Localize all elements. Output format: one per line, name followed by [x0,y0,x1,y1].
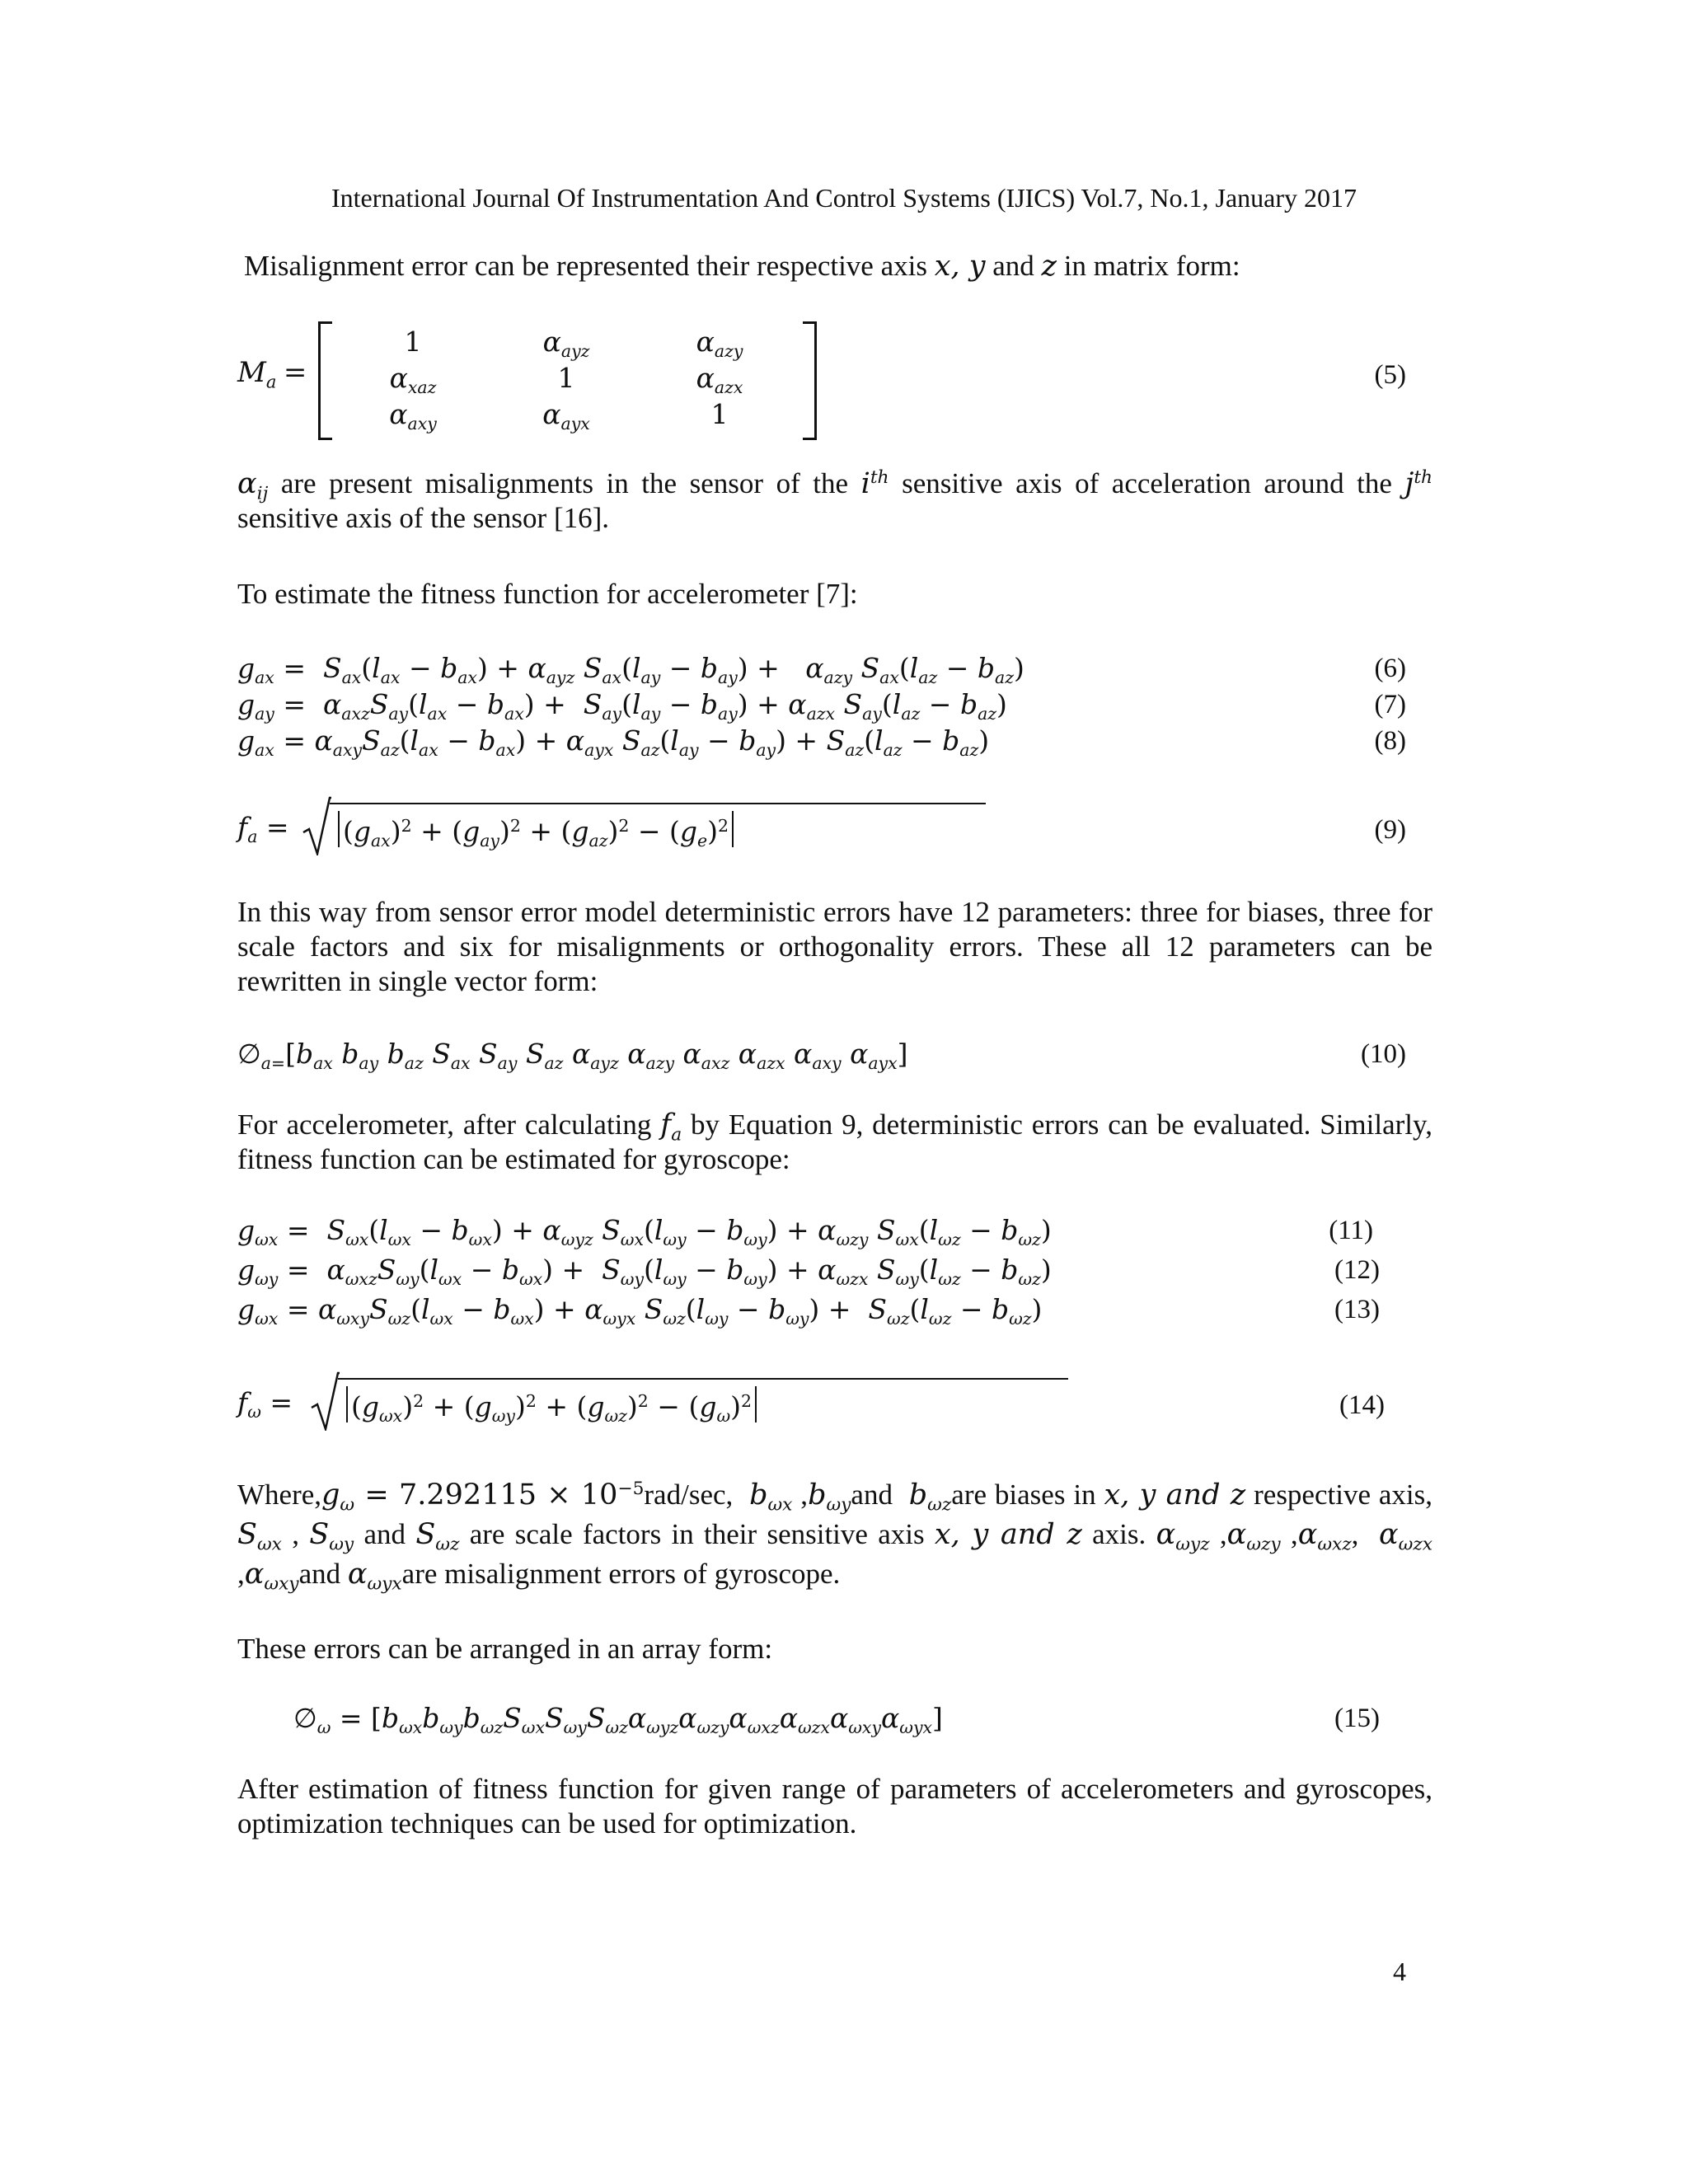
equation-number-9: (9) [1374,815,1406,845]
running-header: International Journal Of Instrumentation And Control Systems (IJICS) Vol.7, No.1, January 2017 [331,183,1357,213]
equation-number-15: (15) [1334,1704,1380,1733]
equation-8: $g_{ax} = \alpha_{axy}S_{az}(l_{ax} - b_{ax}) + \alpha_{ayx}$ $S_{az}(l_{ay} - b_{ay}) + S_{az}(l_{az} - b_{az})$ (8) [237,722,1391,760]
equation-number-13: (13) [1334,1295,1380,1324]
final-paragraph: After estimation of fitness function for given range of parameters of accelerometers and gyroscopes, optimization techniques can be used for optimization. [237,1773,1432,1840]
equation-number-8: (8) [1374,726,1406,756]
matrix-left-bracket [318,321,332,440]
equation-number-7: (7) [1374,690,1406,719]
equation-5-matrix: $M_a$ = 1 $\alpha_{ayz}$ $\alpha_{azy}$ $\alpha_{xaz}$ 1 $\alpha_{azx}$ $\alpha_{axy}$ $\alpha_{ayx}$ 1 (5) [237,316,1408,440]
parameters-paragraph: In this way from sensor error model deterministic errors have 12 parameters: three for biases, three for scale factors and six for misalignments or orthogonality errors. These all 12 parameters can be rewritten in single vector form: [237,896,1432,997]
equation-number-11: (11) [1329,1216,1373,1245]
equation-number-10: (10) [1361,1039,1406,1069]
equation-number-14: (14) [1339,1390,1385,1420]
equation-15: $\emptyset_\omega = [b_{\omega x}b_{\omega y}b_{\omega z}S_{\omega x}S_{\omega y}S_{\omega z}\alpha_{\omega yz}\alpha_{\omega zy}\alpha_{\omega xz}\alpha_{\omega zx}\alpha_{\omega xy}\alpha_{\omega yx}]$ (15) [293,1699,1447,1737]
equation-number-6: (6) [1374,654,1406,683]
where-paragraph: $Where,g_\omega = 7.292115 \times 10^{-5}rad/\sec$, $b_{\omega x}$ $,b_{\omega y}and$ $b_{\omega z}are$ biases in x, y and z respective axis, $S_{\omega x}$ , $S_{\omega y}$ and $S_{\omega z}$ are scale factors in their sensitive axis x, y and z axis. $\alpha_{\omega yz}$ $,\alpha_{\omega zy}$ $,\alpha_{\omega xz}$, $\alpha_{\omega zx}$ $,\alpha_{\omega xy}and$ $\alpha_{\omega yx}are$ misalignment errors of gyroscope. [237,1479,1433,1595]
equation-6: $g_{ax} = S_{ax}(l_{ax} - b_{ax}) + \alpha_{ayz}$ $S_{ax}(l_{ay} - b_{ay}) + \alpha_{azy}$ $S_{ax}(l_{az} - b_{az})$ (6) [237,649,1391,687]
equation-13: $g_{\omega x} = \alpha_{\omega xy}S_{\omega z}(l_{\omega x} - b_{\omega x}) + \alpha_{\omega yx}$ $S_{\omega z}(l_{\omega y} - b_{\omega y}) + S_{\omega z}(l_{\omega z} - b_{\omega z})$ (13) [237,1291,1391,1329]
equation-9: $f_a$ = $(g_{ax})^2 + (g_{ay})^2 + (g_{az})^2 - (g_e)^2$ (9) [237,796,1408,862]
array-intro-paragraph: These errors can be arranged in an array form: [237,1633,773,1665]
equation-10: $\emptyset_{a=}[b_{ax}$ $b_{ay}$ $b_{az}$ $S_{ax}$ $S_{ay}$ $S_{az}$ $\alpha_{ayz}$ $\alpha_{azy}$ $\alpha_{axz}$ $\alpha_{azx}$ $\alpha_{axy}$ $\alpha_{ayx}$] (10) [237,1035,1391,1073]
equation-11: $g_{\omega x} = S_{\omega x}(l_{\omega x} - b_{\omega x}) + \alpha_{\omega yz}$ $S_{\omega x}(l_{\omega y} - b_{\omega y}) + \alpha_{\omega zy}$ $S_{\omega x}(l_{\omega z} - b_{\omega z})$ (11) [237,1212,1391,1249]
radical-sign [302,796,331,855]
fitness-intro-paragraph: To estimate the fitness function for accelerometer [7]: [237,578,858,610]
equation-number-12: (12) [1334,1255,1380,1285]
intro-paragraph: Misalignment error can be represented their respective axis x, y and z in matrix form: [244,250,1240,283]
misalignment-paragraph: $\alpha_{ij}$ are present misalignments in the sensor of the $i^{th}$ sensitive axis of acceleration around the $j^{th}$ sensitive axis of the sensor [16]. [237,467,1432,534]
equation-number-5: (5) [1374,360,1406,390]
gyroscope-intro-paragraph: For accelerometer, after calculating $f_a$ by Equation 9, deterministic errors can be evaluated. Similarly, fitness function can be estimated for gyroscope: [237,1108,1432,1175]
radical-sign [310,1371,340,1431]
matrix-right-bracket [803,321,817,440]
page-number: 4 [1393,1957,1406,1986]
equation-12: $g_{\omega y} = \alpha_{\omega xz}S_{\omega y}(l_{\omega x} - b_{\omega x}) + S_{\omega y}(l_{\omega y} - b_{\omega y}) + \alpha_{\omega zx}$ $S_{\omega y}(l_{\omega z} - b_{\omega z})$ (12) [237,1251,1391,1289]
matrix-entries: 1 $\alpha_{ayz}$ $\alpha_{azy}$ $\alpha_{xaz}$ 1 $\alpha_{azx}$ $\alpha_{axy}$ $\alpha_{ayx}$ 1 [389,325,743,434]
equation-7: $g_{ay} = \alpha_{axz}S_{ay}(l_{ax} - b_{ax}) + S_{ay}(l_{ay} - b_{ay}) + \alpha_{azx}$ $S_{ay}(l_{az} - b_{az})$ (7) [237,686,1391,724]
equation-14: $f_\omega$ = $(g_{\omega x})^2 + (g_{\omega y})^2 + (g_{\omega z})^2 - (g_\omega)^2$ (14) [237,1371,1408,1437]
